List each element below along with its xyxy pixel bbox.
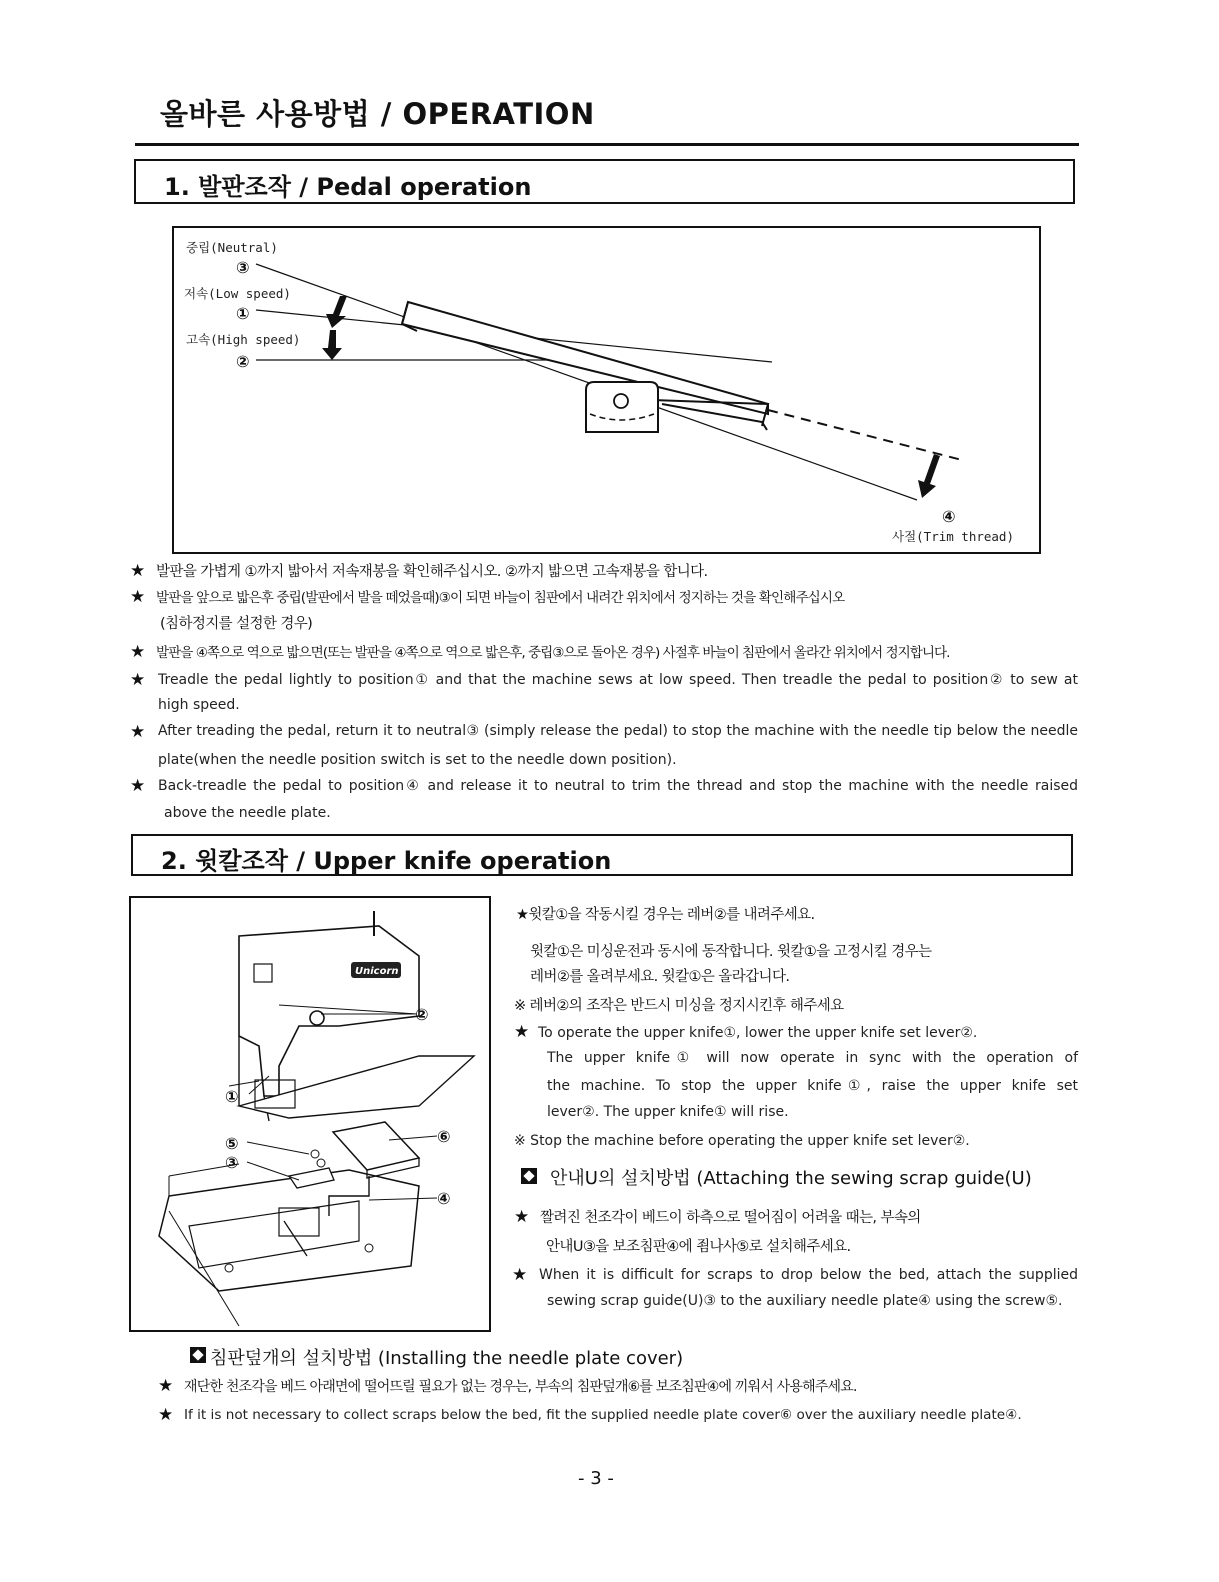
page-number: - 3 -	[578, 1468, 614, 1489]
label-neutral: 중립(Neutral)	[186, 240, 278, 255]
fig-num-4: ④	[437, 1189, 451, 1208]
label-num-2: ②	[236, 352, 250, 371]
star-bullet-icon: ★	[130, 561, 146, 581]
guide-title: 안내U의 설치방법 (Attaching the sewing scrap guide(U)	[550, 1168, 1032, 1189]
fig-num-6: ⑥	[437, 1127, 451, 1146]
guide-en-line-a	[539, 1265, 1078, 1285]
pedal-en-line-1a	[158, 670, 1078, 690]
guide-ko-line-b: 안내U③을 보조침판④에 죔나사⑤로 설치해주세요.	[546, 1239, 851, 1255]
fig-num-3: ③	[225, 1153, 239, 1172]
star-bullet-icon: ★	[158, 1405, 174, 1425]
label-trim: 사절(Trim thread)	[892, 529, 1014, 544]
section-2-title: 2. 윗칼조작 / Upper knife operation	[161, 847, 612, 875]
knife-en-line-2a-text: The upper knife① will now operate in sync with the operation of	[547, 1050, 1078, 1066]
guide-en-line-a-text: When it is difficult for scraps to drop below the bed, attach the supplied	[539, 1267, 1078, 1283]
knife-ko-note: ※ 레버②의 조작은 반드시 미싱을 정지시킨후 해주세요	[514, 998, 844, 1014]
fig-num-1: ①	[225, 1087, 239, 1106]
pedal-diagram	[172, 226, 1041, 554]
knife-ko-line-2a: 윗칼①은 미싱운전과 동시에 동작합니다. 윗칼①을 고정시킬 경우는	[530, 944, 932, 960]
knife-en-line-2b	[547, 1076, 1078, 1096]
label-low-speed: 저속(Low speed)	[184, 286, 291, 301]
star-bullet-icon: ★	[158, 1376, 174, 1396]
box-bullet-icon	[521, 1168, 537, 1184]
knife-en-line-2c: lever②. The upper knife① will rise.	[547, 1104, 789, 1120]
fig-num-2: ②	[415, 1005, 429, 1024]
star-bullet-icon: ★	[130, 642, 146, 662]
knife-ko-line-2b: 레버②를 올려부세요. 윗칼①은 올라갑니다.	[530, 969, 790, 985]
pedal-ko-line-3: 발판을 ④쪽으로 역으로 밟으면(또는 발판을 ④쪽으로 역으로 밟은후, 중립③으로 돌아온 경우) 사절후 바늘이 침판에서 올라간 위치에서 정지합니다.	[156, 645, 950, 661]
pedal-en-line-1a-text: Treadle the pedal lightly to position① and that the machine sews at low speed. Then treadle the pedal to position② to sew at	[158, 672, 1078, 688]
star-bullet-icon: ★	[130, 722, 146, 742]
upper-knife-figure	[129, 896, 491, 1332]
label-num-4: ④	[942, 507, 956, 526]
cover-title: 침판덮개의 설치방법 (Installing the needle plate cover)	[210, 1348, 684, 1369]
title-rule	[135, 143, 1079, 146]
brand-logo-text: Unicorn	[355, 966, 399, 977]
label-num-3: ③	[236, 258, 250, 277]
star-bullet-icon: ★	[130, 587, 146, 607]
pedal-ko-line-2: 발판을 앞으로 밟은후 중립(발판에서 발을 떼었을때)③이 되면 바늘이 침판에서 내려간 위치에서 정지하는 것을 확인해주십시오	[156, 590, 845, 606]
pedal-ko-line-2b: (침하정지를 설정한 경우)	[160, 616, 313, 632]
knife-en-line-2a	[547, 1048, 1078, 1068]
pedal-en-line-3a-text: Back-treadle the pedal to position④ and release it to neutral to trim the thread and stop the machine with the needle raised	[158, 778, 1078, 794]
label-num-1: ①	[236, 304, 250, 323]
pedal-en-line-2b: plate(when the needle position switch is set to the needle down position).	[158, 752, 677, 768]
cover-en-line: If it is not necessary to collect scraps below the bed, fit the supplied needle plate cover⑥ over the auxiliary needle plate④.	[184, 1407, 1022, 1423]
section-1-header	[134, 159, 1075, 204]
pedal-en-line-2a-text: After treading the pedal, return it to neutral③ (simply release the pedal) to stop the machine with the needle tip below the needle	[158, 723, 1078, 739]
pedal-ko-line-1: 발판을 가볍게 ①까지 밟아서 저속재봉을 확인해주십시오. ②까지 밟으면 고속재봉을 합니다.	[156, 564, 708, 580]
guide-en-line-b: sewing scrap guide(U)③ to the auxiliary needle plate④ using the screw⑤.	[547, 1293, 1063, 1309]
section-2-header	[131, 834, 1073, 876]
page-title: 올바른 사용방법 / OPERATION	[160, 97, 595, 131]
star-bullet-icon: ★	[512, 1265, 528, 1285]
cover-ko-line: 재단한 천조각을 베드 아래면에 떨어뜨릴 필요가 없는 경우는, 부속의 침판덮개⑥를 보조침판④에 끼워서 사용해주세요.	[184, 1379, 857, 1395]
pedal-en-line-1b: high speed.	[158, 697, 240, 713]
box-bullet-icon	[190, 1347, 206, 1363]
guide-ko-line-a: 짤려진 천조각이 베드이 하측으로 떨어짐이 어려울 때는, 부속의	[540, 1210, 921, 1226]
knife-en-note: ※ Stop the machine before operating the upper knife set lever②.	[514, 1133, 970, 1149]
knife-en-line-1: To operate the upper knife①, lower the upper knife set lever②.	[538, 1025, 978, 1041]
label-high-speed: 고속(High speed)	[186, 332, 301, 347]
knife-en-line-2b-text: the machine. To stop the upper knife①, raise the upper knife set	[547, 1078, 1078, 1094]
section-1-title: 1. 발판조작 / Pedal operation	[164, 173, 532, 201]
star-bullet-icon: ★	[514, 1022, 530, 1042]
star-bullet-icon: ★	[514, 1207, 530, 1227]
knife-ko-line-1: ★윗칼①을 작동시킬 경우는 레버②를 내려주세요.	[516, 907, 815, 923]
pedal-en-line-3a	[158, 776, 1078, 796]
fig-num-5: ⑤	[225, 1134, 239, 1153]
star-bullet-icon: ★	[130, 670, 146, 690]
pedal-en-line-2a	[158, 721, 1078, 741]
star-bullet-icon: ★	[130, 776, 146, 796]
pedal-en-line-3b: above the needle plate.	[164, 805, 331, 821]
